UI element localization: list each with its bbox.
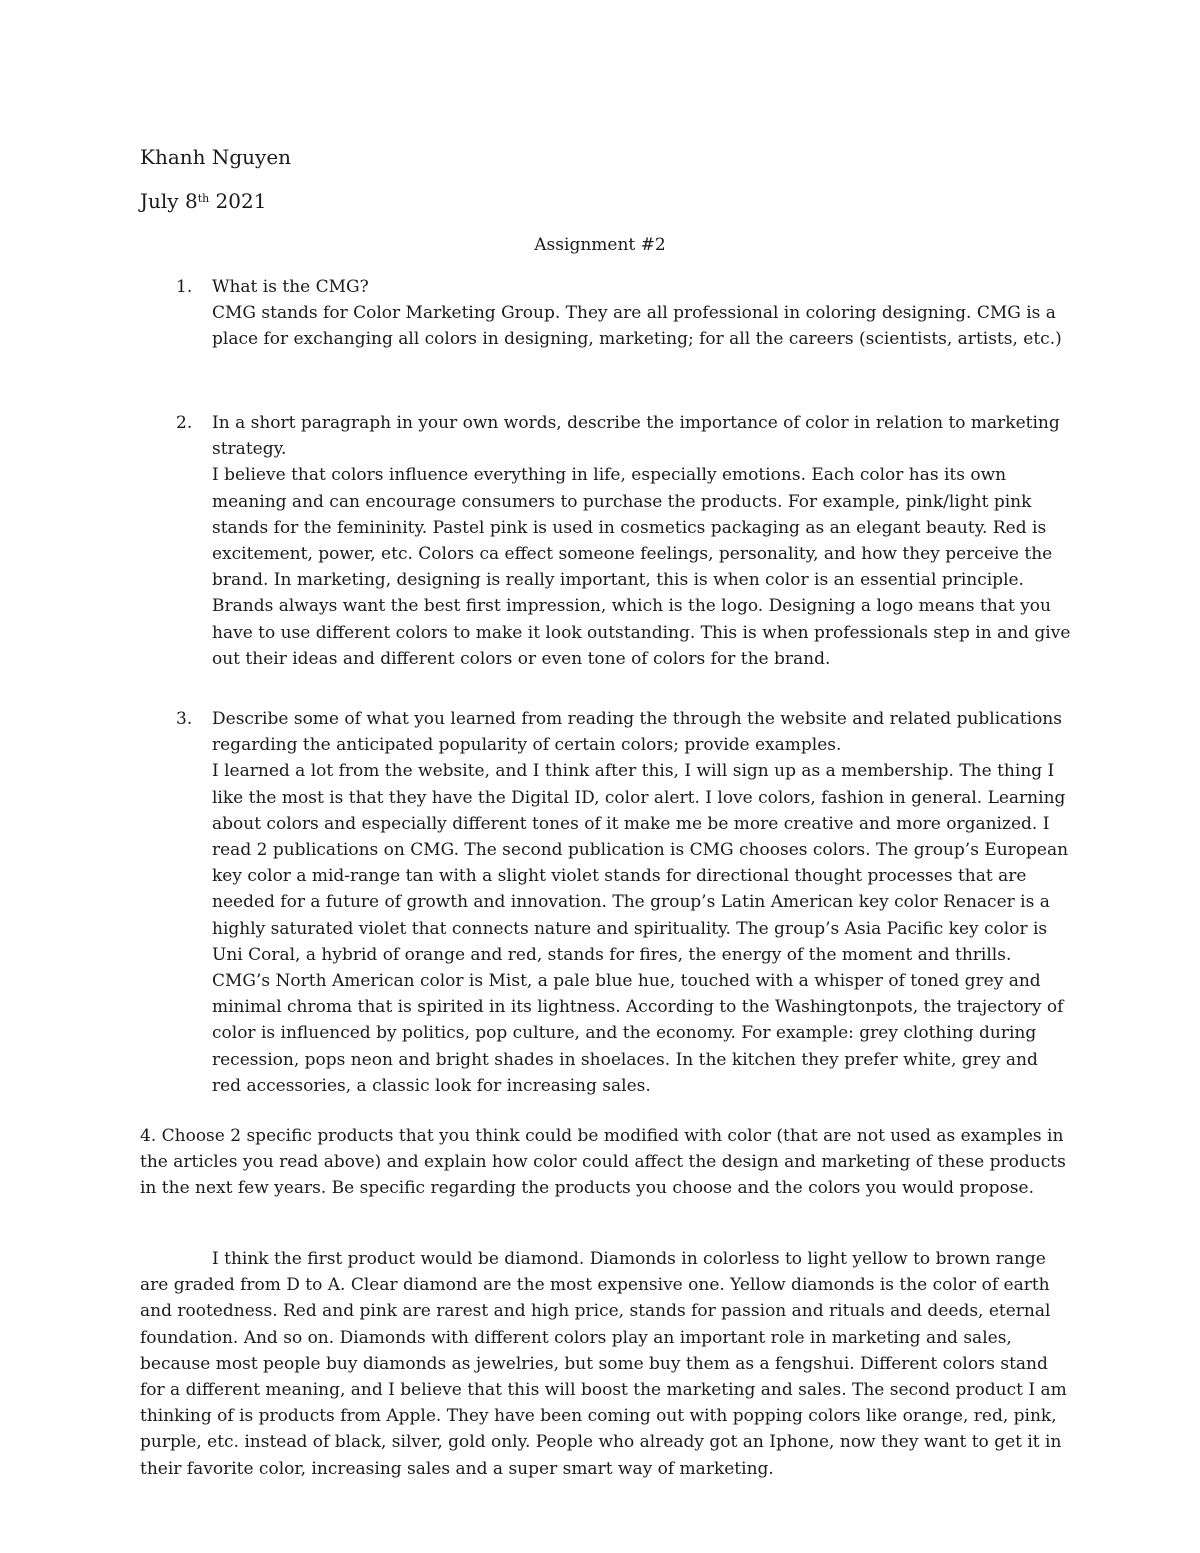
item-2-answer: I believe that colors influence everything in life, especially emotions. Each color has its own meaning and can encourage consumers to purchase the products. For example, pink/light pink stands for the femininity. Pastel pink is used in cosmetics packaging as an elegant beauty. Red is excitement, power, etc. Colors ca effect someone feelings, personality, and how they perceive the brand. In marketing, designing is really important, this is when color is an essential principle. Brands always want the best first impression, which is the logo. Designing a logo means that you have to use different colors to make it look outstanding. This is when professionals step in and give out their ideas and different colors or even tone of colors for the brand.: [212, 465, 1071, 669]
item-1: [212, 274, 1072, 353]
item-3-question: Describe some of what you learned from reading the through the website and related publications regarding the anticipated popularity of certain colors; provide examples.: [212, 709, 1062, 756]
item-3-answer: I learned a lot from the website, and I think after this, I will sign up as a membership. The thing I like the most is that they have the Digital ID, color alert. I love colors, fashion in general. Learning about colors and especially different tones of it make me be more creative and more organized. I read 2 publications on CMG. The second publication is CMG chooses colors. The group’s European key color a mid-range tan with a slight violet stands for directional thought processes that are needed for a future of growth and innovation. The group’s Latin American key color Renacer is a highly saturated violet that connects nature and spirituality. The group’s Asia Pacific key color is Uni Coral, a hybrid of orange and red, stands for fires, the energy of the moment and thrills. CMG’s North American color is Mist, a pale blue hue, touched with a whisper of toned grey and minimal chroma that is spirited in its lightness. According to the Washingtonpots, the trajectory of color is influenced by politics, pop culture, and the economy. For example: grey clothing during recession, pops neon and bright shades in shoelaces. In the kitchen they prefer white, grey and red accessories, a classic look for increasing sales.: [212, 761, 1069, 1096]
document-date: [140, 186, 266, 216]
item-2: [212, 410, 1072, 672]
date-year: 2021: [209, 189, 267, 213]
answer-4: I think the first product would be diamond. Diamonds in colorless to light yellow to brown range are graded from D to A. Clear diamond are the most expensive one. Yellow diamonds is the color of earth and rootedness. Red and pink are rarest and high price, stands for passion and rituals and deeds, eternal foundation. And so on. Diamonds with different colors play an important role in marketing and sales, because most people buy diamonds as jewelries, but some buy them as a fengshui. Different colors stand for a different meaning, and I believe that this will boost the marketing and sales. The second product I am thinking of is products from Apple. They have been coming out with popping colors like orange, red, pink, purple, etc. instead of black, silver, gold only. People who already got an Iphone, now they want to get it in their favorite color, increasing sales and a super smart way of marketing.: [140, 1249, 1067, 1479]
item-3-number: 3.: [176, 709, 193, 729]
item-1-number: 1.: [176, 277, 193, 297]
assignment-title: Assignment #2: [534, 235, 666, 255]
item-1-answer: CMG stands for Color Marketing Group. They are all professional in coloring designing. CMG is a place for exchanging all colors in designing, marketing; for all the careers (scientists, artists, etc.): [212, 303, 1062, 350]
question-4: 4. Choose 2 specific products that you think could be modified with color (that are not used as examples in the articles you read above) and explain how color could affect the design and marketing of these products in the next few years. Be specific regarding the products you choose and the colors you would propose.: [140, 1126, 1066, 1199]
item-2-question: In a short paragraph in your own words, describe the importance of color in relation to marketing strategy.: [212, 413, 1060, 460]
author-name: Khanh Nguyen: [140, 145, 292, 169]
item-3: [212, 706, 1072, 1099]
item-2-number: 2.: [176, 413, 193, 433]
date-suffix: th: [197, 192, 210, 205]
date-month: July 8: [140, 189, 198, 213]
item-1-question: What is the CMG?: [212, 277, 369, 297]
